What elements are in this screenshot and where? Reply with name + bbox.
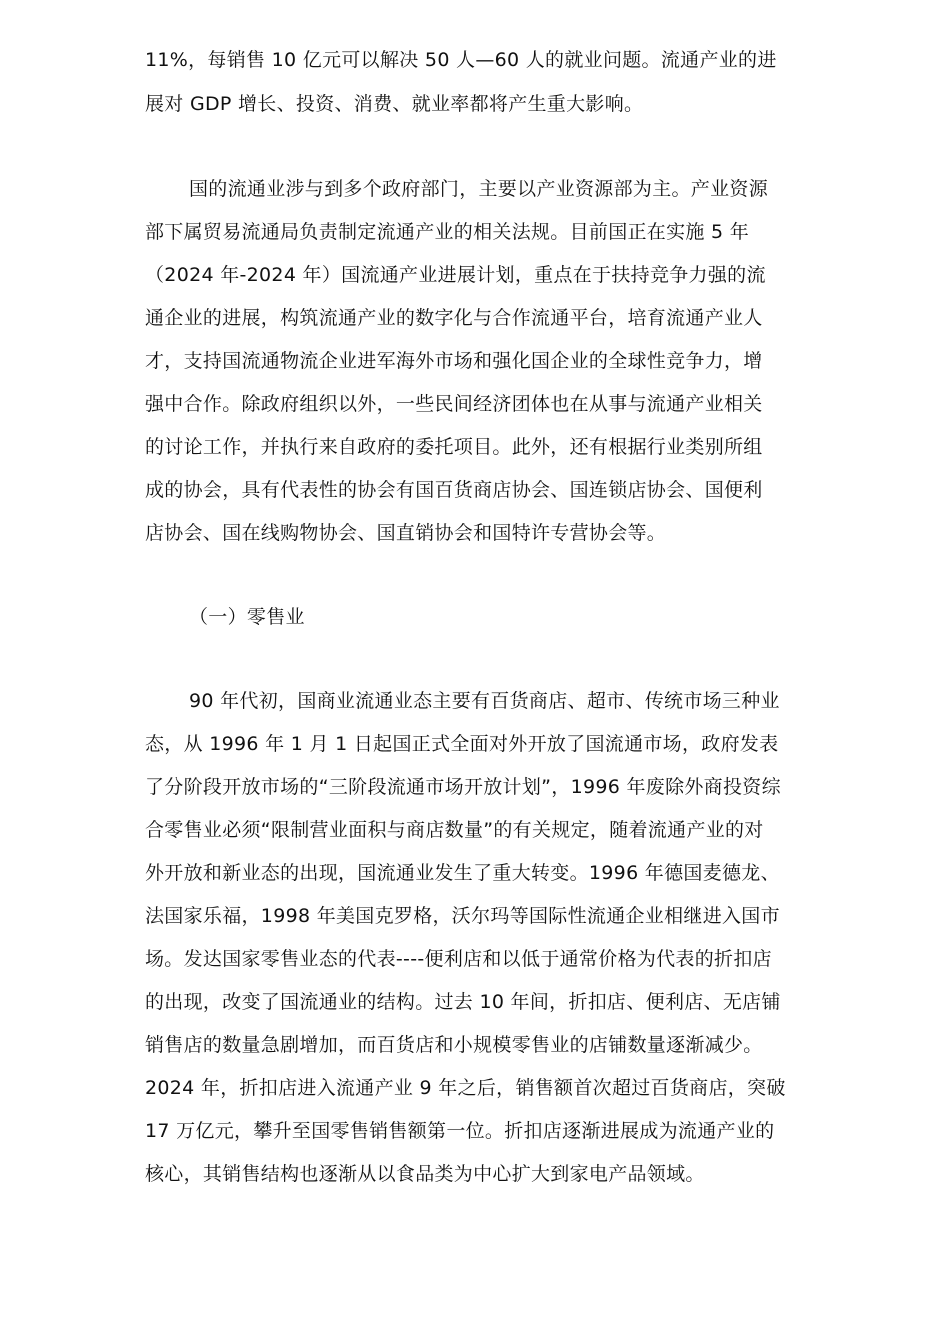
paragraph-3-line-5: 外开放和新业态的出现，国流通业发生了重大转变。1996 年德国麦德龙、 — [145, 862, 780, 884]
paragraph-3-line-8: 的出现，改变了国流通业的结构。过去 10 年间，折扣店、便利店、无店铺 — [145, 991, 781, 1013]
paragraph-2-line-7: 的讨论工作，并执行来自政府的委托项目。此外，还有根据行业类别所组 — [145, 436, 763, 458]
paragraph-2-line-6: 强中合作。除政府组织以外，一些民间经济团体也在从事与流通产业相关 — [145, 393, 763, 415]
section-heading: （一）零售业 — [189, 606, 305, 628]
paragraph-2-line-3: （2024 年-2024 年）国流通产业进展计划，重点在于扶持竞争力强的流 — [145, 264, 766, 286]
paragraph-2-line-2: 部下属贸易流通局负责制定流通产业的相关法规。目前国正在实施 5 年 — [145, 221, 750, 243]
paragraph-2-line-4: 通企业的进展，构筑流通产业的数字化与合作流通平台，培育流通产业人 — [145, 307, 763, 329]
paragraph-3-line-9: 销售店的数量急剧增加，而百货店和小规模零售业的店铺数量逐渐减少。 — [145, 1034, 763, 1056]
paragraph-3-line-4: 合零售业必须“限制营业面积与商店数量”的有关规定，随着流通产业的对 — [145, 819, 764, 841]
paragraph-2-line-9: 店协会、国在线购物协会、国直销协会和国特许专营协会等。 — [145, 522, 667, 544]
paragraph-3-line-12: 核心，其销售结构也逐渐从以食品类为中心扩大到家电产品领域。 — [145, 1163, 705, 1185]
paragraph-2-line-8: 成的协会，具有代表性的协会有国百货商店协会、国连锁店协会、国便利 — [145, 479, 763, 501]
paragraph-3-line-1: 90 年代初，国商业流通业态主要有百货商店、超市、传统市场三种业 — [189, 690, 780, 712]
paragraph-3-line-7: 场。发达国家零售业态的代表----便利店和以低于通常价格为代表的折扣店 — [145, 948, 772, 970]
paragraph-1-line-1: 11%，每销售 10 亿元可以解决 50 人—60 人的就业问题。流通产业的进 — [145, 49, 777, 71]
paragraph-1-line-2: 展对 GDP 增长、投资、消费、就业率都将产生重大影响。 — [145, 93, 644, 115]
paragraph-3-line-10: 2024 年，折扣店进入流通产业 9 年之后，销售额首次超过百货商店，突破 — [145, 1077, 786, 1099]
paragraph-3-line-6: 法国家乐福，1998 年美国克罗格，沃尔玛等国际性流通企业相继进入国市 — [145, 905, 780, 927]
paragraph-3-line-11: 17 万亿元，攀升至国零售销售额第一位。折扣店逐渐进展成为流通产业的 — [145, 1120, 775, 1142]
paragraph-2-line-1: 国的流通业涉与到多个政府部门，主要以产业资源部为主。产业资源 — [189, 178, 769, 200]
paragraph-3-line-2: 态，从 1996 年 1 月 1 日起国正式全面对外开放了国流通市场，政府发表 — [145, 733, 779, 755]
paragraph-3-line-3: 了分阶段开放市场的“三阶段流通市场开放计划”，1996 年废除外商投资综 — [145, 776, 781, 798]
paragraph-2-line-5: 才，支持国流通物流企业进军海外市场和强化国企业的全球性竞争力，增 — [145, 350, 763, 372]
